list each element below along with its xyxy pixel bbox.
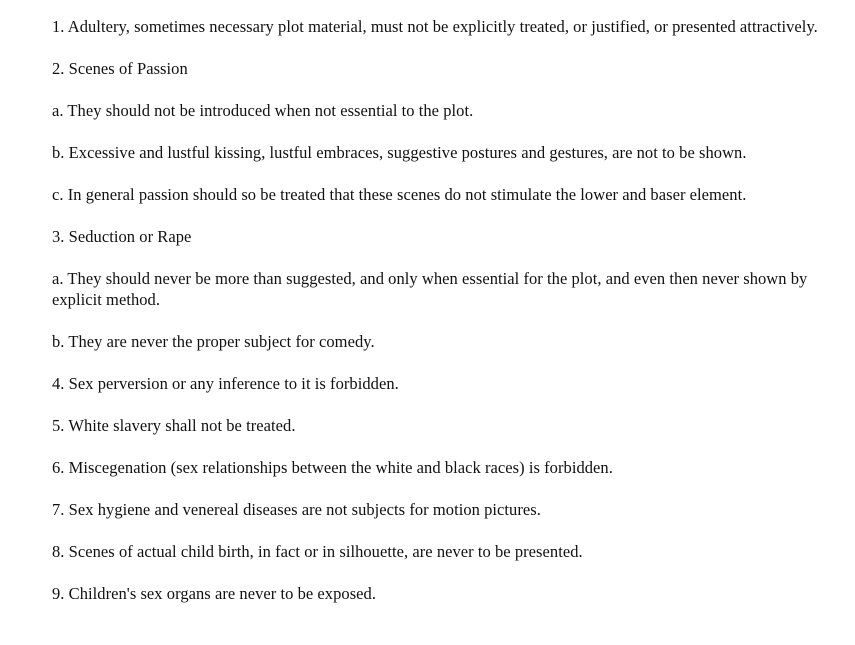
paragraph-child-birth: 8. Scenes of actual child birth, in fact or in silhouette, are never to be presented. — [52, 542, 583, 561]
paragraph-white-slavery: 5. White slavery shall not be treated. — [52, 416, 296, 435]
paragraph-seduction-a: a. They should never be more than suggested, and only when essential for the plot, and even then never shown by explicit method. — [52, 269, 808, 309]
paragraph-passion-b: b. Excessive and lustful kissing, lustful embraces, suggestive postures and gestures, are not to be shown. — [52, 143, 747, 162]
paragraph-passion-a: a. They should not be introduced when not essential to the plot. — [52, 101, 474, 120]
document-body — [52, 16, 832, 625]
paragraph-miscegenation: 6. Miscegenation (sex relationships between the white and black races) is forbidden. — [52, 458, 613, 477]
paragraph-children-exposure: 9. Children's sex organs are never to be exposed. — [52, 584, 377, 603]
paragraph-adultery: 1. Adultery, sometimes necessary plot material, must not be explicitly treated, or justified, or presented attractively. — [52, 17, 818, 36]
paragraph-sex-hygiene: 7. Sex hygiene and venereal diseases are not subjects for motion pictures. — [52, 500, 541, 519]
paragraph-passion-c: c. In general passion should so be treated that these scenes do not stimulate the lower and baser element. — [52, 185, 747, 204]
heading-seduction-or-rape: 3. Seduction or Rape — [52, 227, 192, 246]
paragraph-sex-perversion: 4. Sex perversion or any inference to it is forbidden. — [52, 374, 399, 393]
heading-scenes-of-passion: 2. Scenes of Passion — [52, 59, 188, 78]
paragraph-seduction-b: b. They are never the proper subject for comedy. — [52, 332, 375, 351]
